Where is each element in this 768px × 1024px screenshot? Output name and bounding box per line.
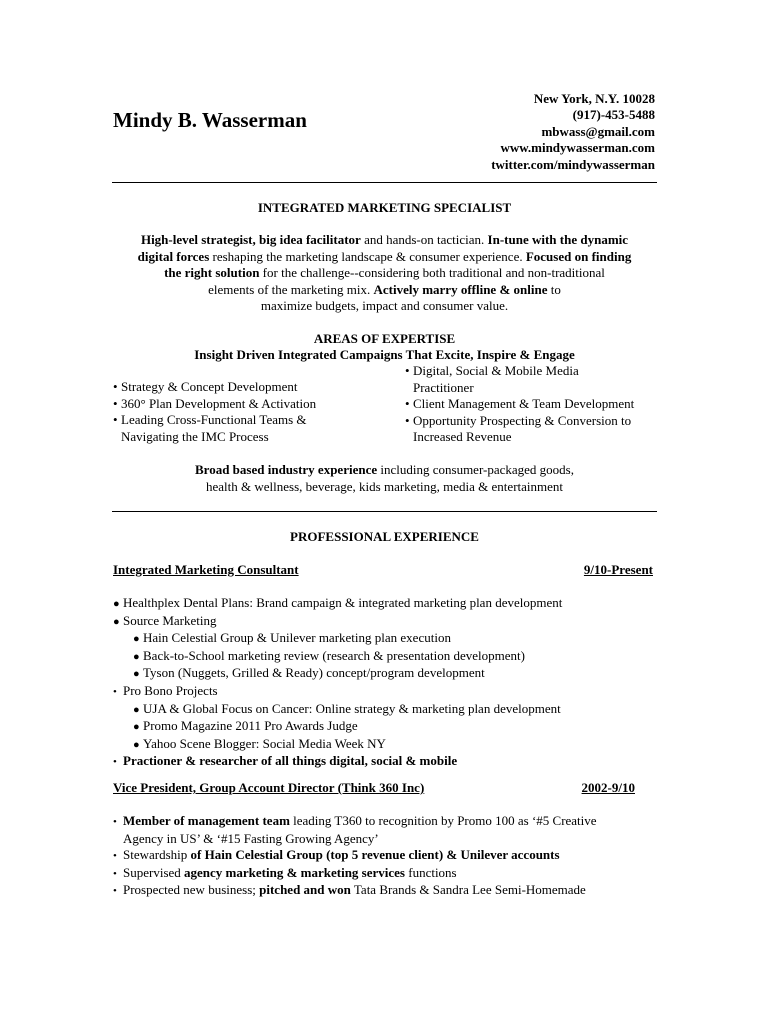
text: Agency in US’ & ‘#15 Fasting Growing Agency’ [123, 830, 379, 846]
list-item [113, 813, 597, 831]
bullet-icon: ● [113, 598, 120, 610]
list-item [113, 630, 562, 648]
bold-text: Practioner & researcher of all things digital, social & mobile [123, 753, 458, 769]
bullet-icon: • [113, 850, 117, 863]
text: Hain Celestial Group & Unilever marketing plan execution [143, 630, 451, 646]
bullet-icon: ● [133, 738, 140, 751]
contact-phone: (917)-453-5488 [572, 107, 655, 123]
bullet-icon: • [113, 756, 117, 769]
expertise-subtitle: Insight Driven Integrated Campaigns That Excite, Inspire & Engage [194, 347, 575, 362]
text: Pro Bono Projects [123, 682, 218, 698]
text: leading T360 to recognition by Promo 100 as ‘#5 Creative [289, 813, 597, 828]
contact-twitter[interactable]: twitter.com/mindywasserman [491, 156, 655, 172]
list-item [113, 831, 597, 848]
bullet-icon: ● [133, 703, 140, 716]
summary-paragraph [112, 232, 657, 315]
text: maximize budgets, impact and consumer value. [260, 298, 509, 314]
text: Healthplex Dental Plans: Brand campaign & integrated marketing plan development [123, 595, 563, 610]
header-divider [112, 182, 657, 183]
list-item [113, 595, 562, 613]
list-item [113, 753, 562, 771]
text: Tata Brands & Sandra Lee Semi-Homemade [350, 882, 586, 898]
list-item [113, 701, 562, 719]
text: and hands-on tactician. [360, 232, 488, 247]
list-item [113, 882, 597, 900]
bold-text: the right solution [164, 265, 260, 281]
bullet-icon: ● [133, 668, 140, 681]
bold-text: Broad based industry experience [195, 462, 378, 477]
expertise-item: • 360° Plan Development & Activation [113, 395, 317, 411]
expertise-item: • Client Management & Team Development [405, 396, 635, 412]
list-item [113, 736, 562, 754]
industry-experience [112, 462, 657, 495]
bullet-icon: • [113, 412, 118, 428]
list-item [113, 718, 562, 736]
text: health & wellness, beverage, kids marketing, media & entertainment [205, 478, 564, 494]
text: Back-to-School marketing review (research & presentation development) [143, 647, 525, 663]
list-item [113, 847, 597, 865]
bullet-icon: • [113, 685, 117, 698]
bullet-icon: • [405, 396, 410, 412]
bold-text: digital forces [137, 248, 210, 264]
text: Prospected new business; [123, 882, 260, 898]
bullet-icon: • [405, 412, 410, 428]
bullet-icon: ● [113, 615, 120, 628]
list-item [113, 665, 562, 683]
job-dates: 9/10-Present [583, 562, 653, 577]
text: functions [404, 864, 457, 880]
expertise-right-column [405, 363, 634, 446]
contact-website[interactable]: www.mindywasserman.com [500, 140, 655, 156]
bullet-icon: • [113, 395, 118, 411]
bold-text: of Hain Celestial Group (top 5 revenue client) & Unilever accounts [190, 847, 560, 863]
expertise-item: Practitioner [413, 379, 474, 395]
job-title: Integrated Marketing Consultant [113, 562, 299, 577]
expertise-item: • Strategy & Concept Development [113, 379, 298, 394]
candidate-name: Mindy B. Wasserman [113, 108, 307, 132]
bullet-icon: • [113, 379, 118, 394]
summary-line [112, 282, 657, 299]
bold-text: High-level strategist, big idea facilitator [140, 232, 361, 247]
text: UJA & Global Focus on Cancer: Online strategy & marketing plan development [143, 700, 561, 716]
summary-line [112, 298, 657, 315]
summary-line [112, 249, 657, 266]
bold-text: agency marketing & marketing services [184, 864, 405, 880]
expertise-left-column [113, 379, 316, 445]
list-item [113, 648, 562, 666]
expertise-item: Navigating the IMC Process [121, 428, 269, 444]
text: elements of the marketing mix. [208, 281, 374, 297]
expertise-item: • Leading Cross-Functional Teams & [113, 412, 307, 428]
job1-items [113, 595, 562, 771]
job-dates: 2002-9/10 [581, 780, 635, 795]
bold-text: Member of management team [123, 813, 290, 828]
section-divider [112, 511, 657, 512]
summary-line [112, 265, 657, 282]
industry-line [112, 479, 657, 496]
text: Source Marketing [123, 612, 217, 628]
contact-address: New York, N.Y. 10028 [533, 91, 655, 106]
bullet-icon: ● [133, 650, 140, 663]
summary-title: INTEGRATED MARKETING SPECIALIST [257, 200, 512, 215]
bullet-icon: • [113, 885, 117, 898]
expertise-item: • Opportunity Prospecting & Conversion to [405, 412, 632, 428]
expertise-title: AREAS OF EXPERTISE [313, 331, 456, 346]
bold-text: Actively marry offline & online [373, 281, 548, 297]
bold-text: Focused on finding [525, 248, 632, 264]
text: Stewardship [123, 847, 191, 863]
contact-block [491, 91, 655, 173]
text: Tyson (Nuggets, Grilled & Ready) concept/program development [143, 665, 485, 681]
summary-line [112, 232, 657, 249]
expertise-item: Increased Revenue [413, 429, 512, 445]
bullet-icon: • [113, 867, 117, 880]
text: for the challenge--considering both traditional and non-traditional [259, 265, 605, 281]
text: reshaping the marketing landscape & consumer experience. [209, 248, 526, 264]
text: Promo Magazine 2011 Pro Awards Judge [143, 718, 358, 734]
list-item [113, 683, 562, 701]
contact-email[interactable]: mbwass@gmail.com [541, 123, 655, 139]
bullet-icon: ● [133, 633, 140, 646]
bullet-icon: • [113, 816, 117, 828]
text: to [547, 281, 561, 297]
job2-items [113, 813, 597, 900]
industry-line [112, 462, 657, 479]
list-item [113, 613, 562, 631]
bold-text: In-tune with the dynamic [487, 232, 629, 247]
bullet-icon: ● [133, 721, 140, 734]
bold-text: pitched and won [259, 882, 351, 898]
text: Supervised [123, 864, 185, 880]
job-title: Vice President, Group Account Director (Think 360 Inc) [113, 780, 425, 795]
bullet-icon: • [405, 363, 410, 378]
expertise-item: • Digital, Social & Mobile Media [405, 363, 579, 378]
list-item [113, 865, 597, 883]
experience-title: PROFESSIONAL EXPERIENCE [290, 529, 479, 544]
text: Yahoo Scene Blogger: Social Media Week NY [143, 735, 386, 751]
text: including consumer-packaged goods, [377, 462, 574, 477]
